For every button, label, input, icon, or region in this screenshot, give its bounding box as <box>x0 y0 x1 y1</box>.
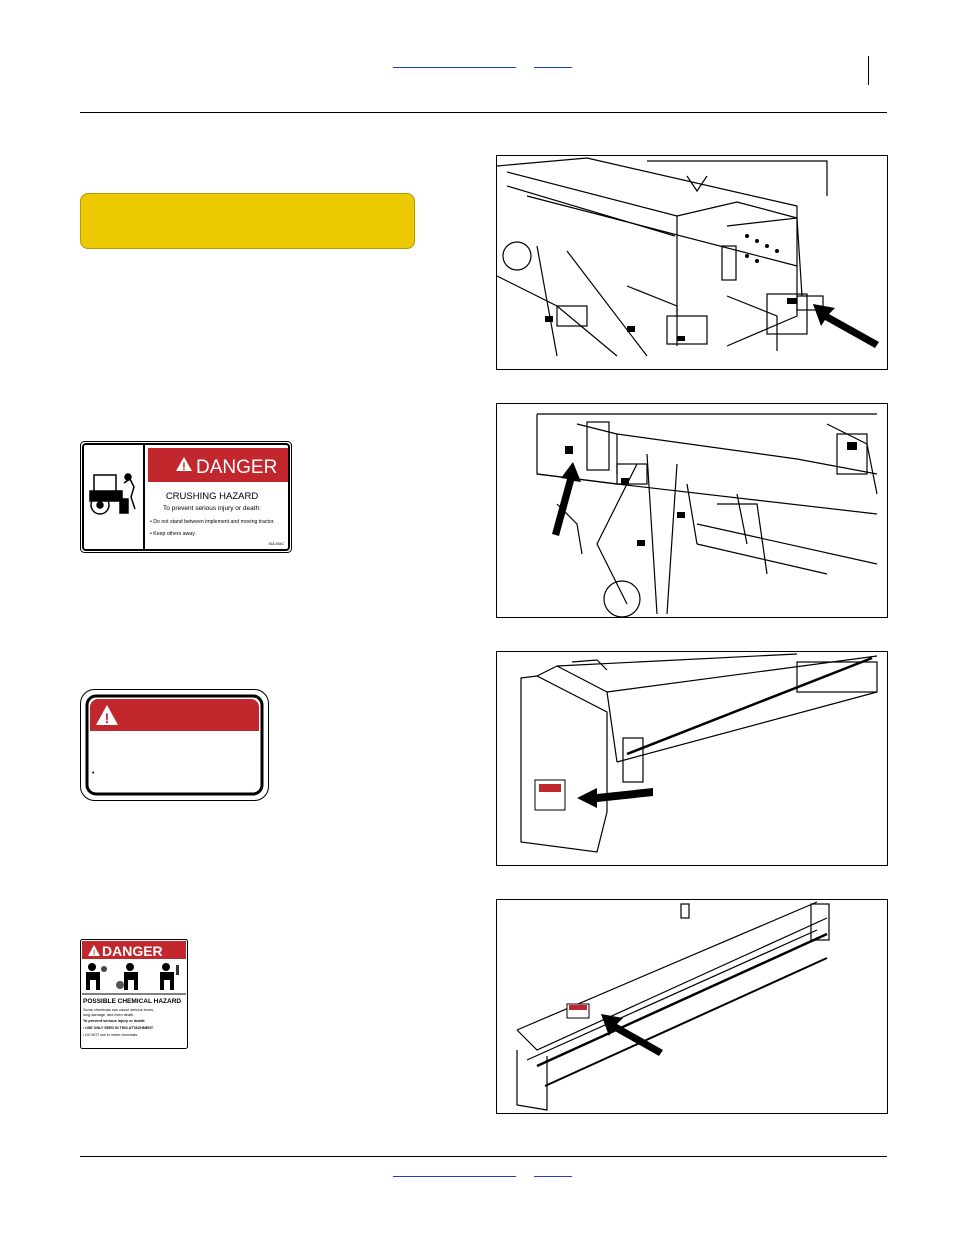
arrow-icon <box>813 304 879 348</box>
svg-text:!: ! <box>92 950 96 957</box>
crushing-heading: DANGER <box>196 457 278 478</box>
footer-link-2[interactable] <box>534 1176 572 1177</box>
figure-2 <box>496 403 888 618</box>
header-rule <box>80 112 887 113</box>
footer-link-1[interactable] <box>393 1176 516 1177</box>
warning-bullet: • <box>92 770 95 777</box>
arrow-icon <box>601 1014 663 1056</box>
crushing-hazard-title: CRUSHING HAZARD <box>165 491 259 502</box>
chemical-hazard-decal <box>80 939 188 1049</box>
warning-decal <box>80 689 269 801</box>
note-box <box>80 193 415 249</box>
header-link-2[interactable] <box>534 67 572 68</box>
crushing-hazard-decal <box>80 441 292 553</box>
chemical-line-2: lung damage, and even death. <box>83 1013 135 1017</box>
chemical-bullet-1: • USE ONLY SEED IN THIS ATTACHMENT. <box>83 1026 154 1030</box>
crushing-partno: 818-554C <box>268 542 284 546</box>
chemical-heading: DANGER <box>102 943 163 959</box>
svg-text:!: ! <box>104 710 110 726</box>
chemical-hazard-title: POSSIBLE CHEMICAL HAZARD <box>83 998 182 1005</box>
figure-1 <box>496 155 888 370</box>
crushing-subline: To prevent serious injury or death: <box>163 505 261 512</box>
footer-rule <box>80 1156 887 1157</box>
figure-4 <box>496 899 888 1114</box>
chemical-bullet-2: • DO NOT use to meter chemicals. <box>83 1033 139 1037</box>
crushing-bullet-1: • Do not stand between implement and moving tractor. <box>150 519 275 525</box>
chemical-line-3: To prevent serious injury or death: <box>83 1019 146 1023</box>
chemical-line-1: Some chemicals can cause serious burns, <box>83 1008 155 1012</box>
svg-text:!: ! <box>182 461 186 473</box>
crushing-bullet-2: • Keep others away. <box>150 531 196 537</box>
header-page-bar <box>868 56 869 85</box>
arrow-icon <box>577 788 653 808</box>
figure-3 <box>496 651 888 866</box>
header-link-1[interactable] <box>393 67 516 68</box>
